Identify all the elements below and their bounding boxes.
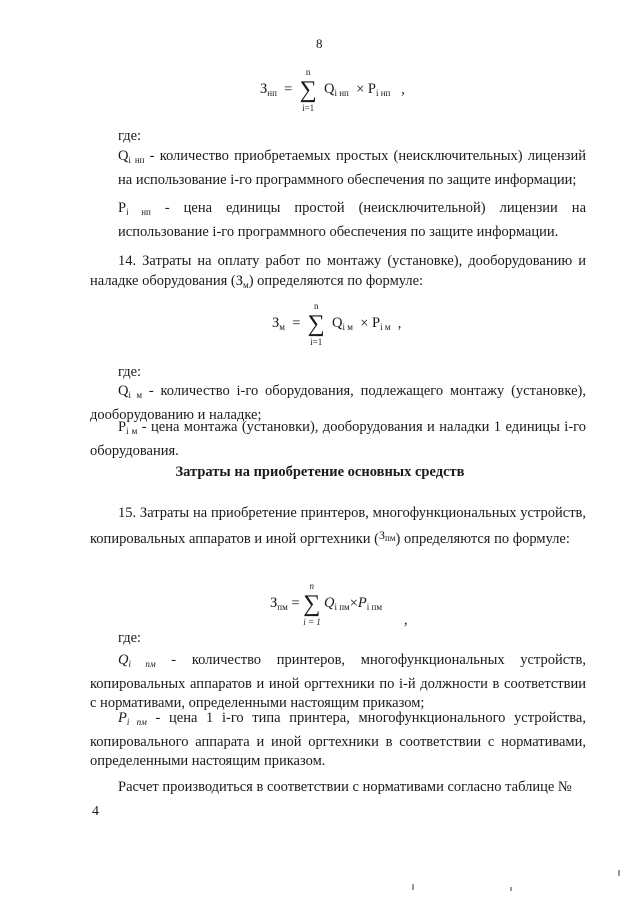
formula-lhs: $З_м$ — [272, 315, 285, 333]
formula-comma: , — [401, 81, 405, 98]
sum-sign: ∑ n i=1 — [299, 67, 317, 113]
footer-page-number: 4 — [92, 804, 99, 819]
page-number: 8 — [316, 36, 323, 51]
formula-office-equipment — [270, 581, 383, 627]
definition-q-np: $Q_{i нп}$ - количество приобретаемых простых (неисключительных) лицензий на использование i-го программного обеспечения по защите информации; — [118, 148, 586, 188]
final-paragraph: Расчет производиться в соответствии с нормативами согласно таблице № — [118, 779, 572, 795]
formula-p: $P_{i пм}$ — [357, 595, 383, 613]
equals-sign: = — [292, 315, 301, 332]
formula-p: $P_{i м}$ — [372, 315, 391, 333]
formula-q: $Q_{i пм}$ — [323, 595, 350, 613]
times-sign: × — [349, 595, 358, 612]
formula-q: $Q_{i м}$ — [332, 315, 353, 333]
times-sign: × — [356, 81, 365, 98]
formula-software-licenses — [260, 67, 405, 113]
formula-q: $Q_{i нп}$ — [323, 81, 349, 99]
scan-mark — [510, 887, 512, 891]
definition-p-m: $P_{i м}$ - цена монтажа (установки), дооборудования и наладки 1 единицы i-го оборудования. — [90, 419, 586, 459]
where-label-2: где: — [118, 364, 142, 380]
paragraph-14: 14. Затраты на оплату работ по монтажу (установке), дооборудованию и наладке оборудования $(З_м)$ определяются по формуле: — [90, 253, 586, 290]
section-heading: Затраты на приобретение основных средств — [175, 464, 465, 480]
scan-mark — [412, 884, 414, 890]
definition-p-np: $P_{i нп}$ - цена единицы простой (неисключительной) лицензии на использование i-го программного обеспечения по защите информации. — [118, 200, 586, 240]
formula-comma: , — [397, 315, 402, 332]
definition-p-pm: $P_{i пм}$ - цена 1 i-го типа принтера, многофункционального устройства, копировального аппарата и иной оргтехники в соответствии с нормативами, определенными настоящим приказом. — [90, 710, 586, 769]
where-label-1: где: — [118, 128, 142, 144]
equals-sign: = — [284, 81, 293, 98]
paragraph-15: 15. Затраты на приобретение принтеров, многофункциональных устройств, копировальных аппаратов и иной оргтехники ($^З_{пм}$) определяются по формуле: — [90, 505, 586, 547]
formula-comma: , — [404, 612, 408, 628]
equals-sign: = — [291, 595, 300, 612]
definition-q-m: $Q_{i м}$ - количество i-го оборудования, подлежащего монтажу (установке), дооборудованию и наладке; — [90, 383, 586, 423]
where-label-3: где: — [118, 630, 142, 646]
formula-lhs: $З_{пм}$ — [270, 595, 288, 613]
definition-q-pm: $Q_{i пм}$ - количество принтеров, многофункциональных устройств, копировальных аппаратов и иной оргтехники по i-й должности в соответствии с нормативами, определенными настоящим приказом; — [90, 652, 586, 711]
sum-sign: ∑ n i=1 — [307, 301, 325, 347]
scan-mark — [618, 870, 620, 876]
sum-sign: ∑ n i = 1 — [303, 581, 321, 627]
formula-lhs: $З_{нп}$ — [260, 81, 277, 99]
formula-p: $P_{i нп}$ — [367, 81, 391, 99]
times-sign: × — [360, 315, 369, 332]
formula-installation — [272, 301, 402, 347]
